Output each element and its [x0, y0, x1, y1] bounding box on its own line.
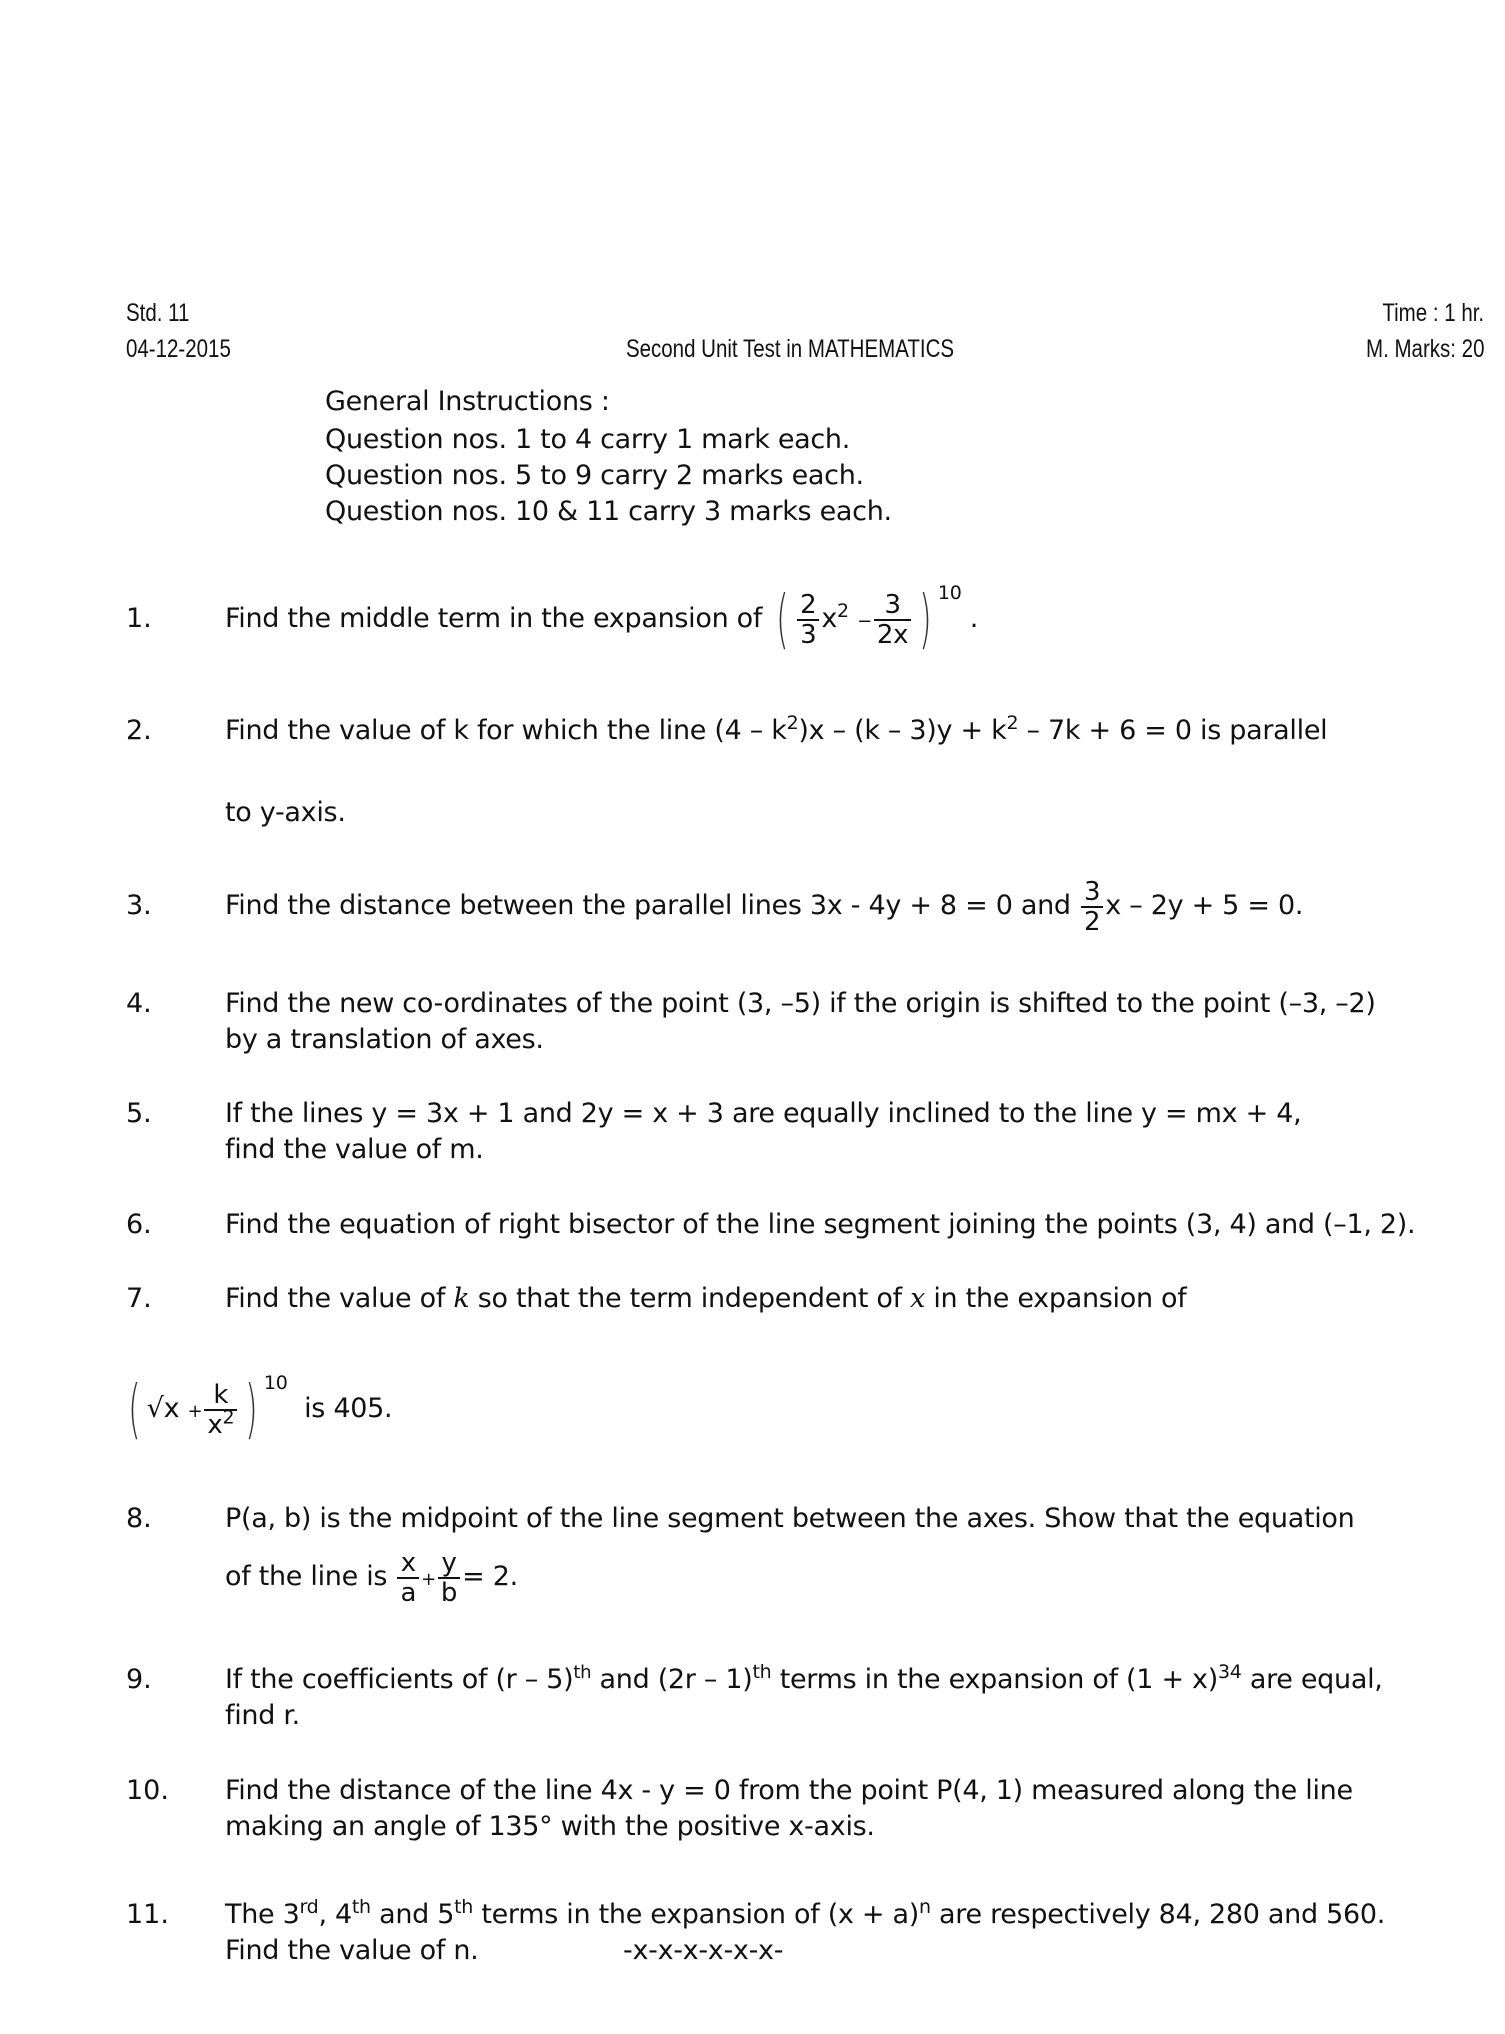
question-text: of the line is $\frac{x}{a}$ + $\frac{y}{b}$ = 2.: [225, 1547, 518, 1608]
question-text: If the lines y = 3x + 1 and 2y = x + 3 are equally inclined to the line y = mx + 4,: [225, 1098, 1302, 1129]
instruction-item: Question nos. 10 & 11 carry 3 marks each.: [325, 496, 892, 527]
question-text: Find the equation of right bisector of the line segment joining the points (3, 4) and (–1, 2).: [225, 1209, 1416, 1240]
question-number: 7.: [126, 1283, 152, 1314]
question-text: Find the distance of the line 4x - y = 0 from the point P(4, 1) measured along the line: [225, 1775, 1353, 1806]
question-number: 8.: [126, 1503, 152, 1534]
question-text: find the value of m.: [225, 1134, 484, 1165]
question-text: If the coefficients of (r – 5)$^{th}$ and (2r – 1)$^{th}$ terms in the expansion of $(1 + x)^{34}$ are equal,: [225, 1661, 1383, 1695]
end-of-paper-mark: -x-x-x-x-x-x-: [623, 1935, 784, 1966]
question-text: making an angle of 135° with the positive x-axis.: [225, 1811, 875, 1842]
question-text: P(a, b) is the midpoint of the line segment between the axes. Show that the equation: [225, 1503, 1355, 1534]
instruction-item: Question nos. 1 to 4 carry 1 mark each.: [325, 424, 851, 455]
exam-title: Second Unit Test in MATHEMATICS: [625, 335, 955, 363]
question-number: 6.: [126, 1209, 152, 1240]
question-text: Find the middle term in the expansion of: [225, 603, 763, 634]
question-number: 9.: [126, 1664, 152, 1695]
question-text: Find the new co-ordinates of the point (3, –5) if the origin is shifted to the point (–3, –2): [225, 988, 1376, 1019]
question-text: Find the value of k so that the term independent of x in the expansion of: [225, 1283, 1187, 1314]
question-number: 11.: [126, 1899, 169, 1930]
question-number: 1.: [126, 603, 152, 634]
question-number: 2.: [126, 715, 152, 746]
question-number: 5.: [126, 1098, 152, 1129]
time-label: Time : 1 hr.: [1382, 299, 1484, 327]
instructions-heading: General Instructions :: [325, 386, 610, 417]
max-marks: M. Marks: 20: [1365, 335, 1484, 363]
instruction-item: Question nos. 5 to 9 carry 2 marks each.: [325, 460, 864, 491]
question-text: Find the distance between the parallel lines 3x - 4y + 8 = 0 and $\frac{3}{2}$ x – 2y + 5 = 0.: [225, 876, 1304, 937]
question-text: Find the value of n.: [225, 1935, 479, 1966]
fraction: $\frac{2}{3}$: [797, 591, 819, 649]
question-text: find r.: [225, 1700, 300, 1731]
std-label: Std. 11: [126, 299, 190, 327]
question-number: 3.: [126, 890, 152, 921]
expression: ( √x + $\frac{k}{x^2}$ ) $^{10}$ is 405.: [128, 1372, 393, 1447]
question-number: 4.: [126, 988, 152, 1019]
question-text: Find the value of k for which the line $(4 - k^2)x - (k - 3)y + k^2 - 7k + 6 = 0$ is parallel: [225, 712, 1328, 746]
fraction: $\frac{3}{2x}$: [874, 591, 911, 649]
exam-date: 04-12-2015: [126, 335, 231, 363]
question-number: 10.: [126, 1775, 169, 1806]
question-text: The 3rd, 4th and 5th terms in the expansion of $(x + a)^n$ are respectively 84, 280 and 560.: [225, 1896, 1386, 1930]
question-text: by a translation of axes.: [225, 1024, 544, 1055]
question-text: to y-axis.: [225, 797, 346, 828]
